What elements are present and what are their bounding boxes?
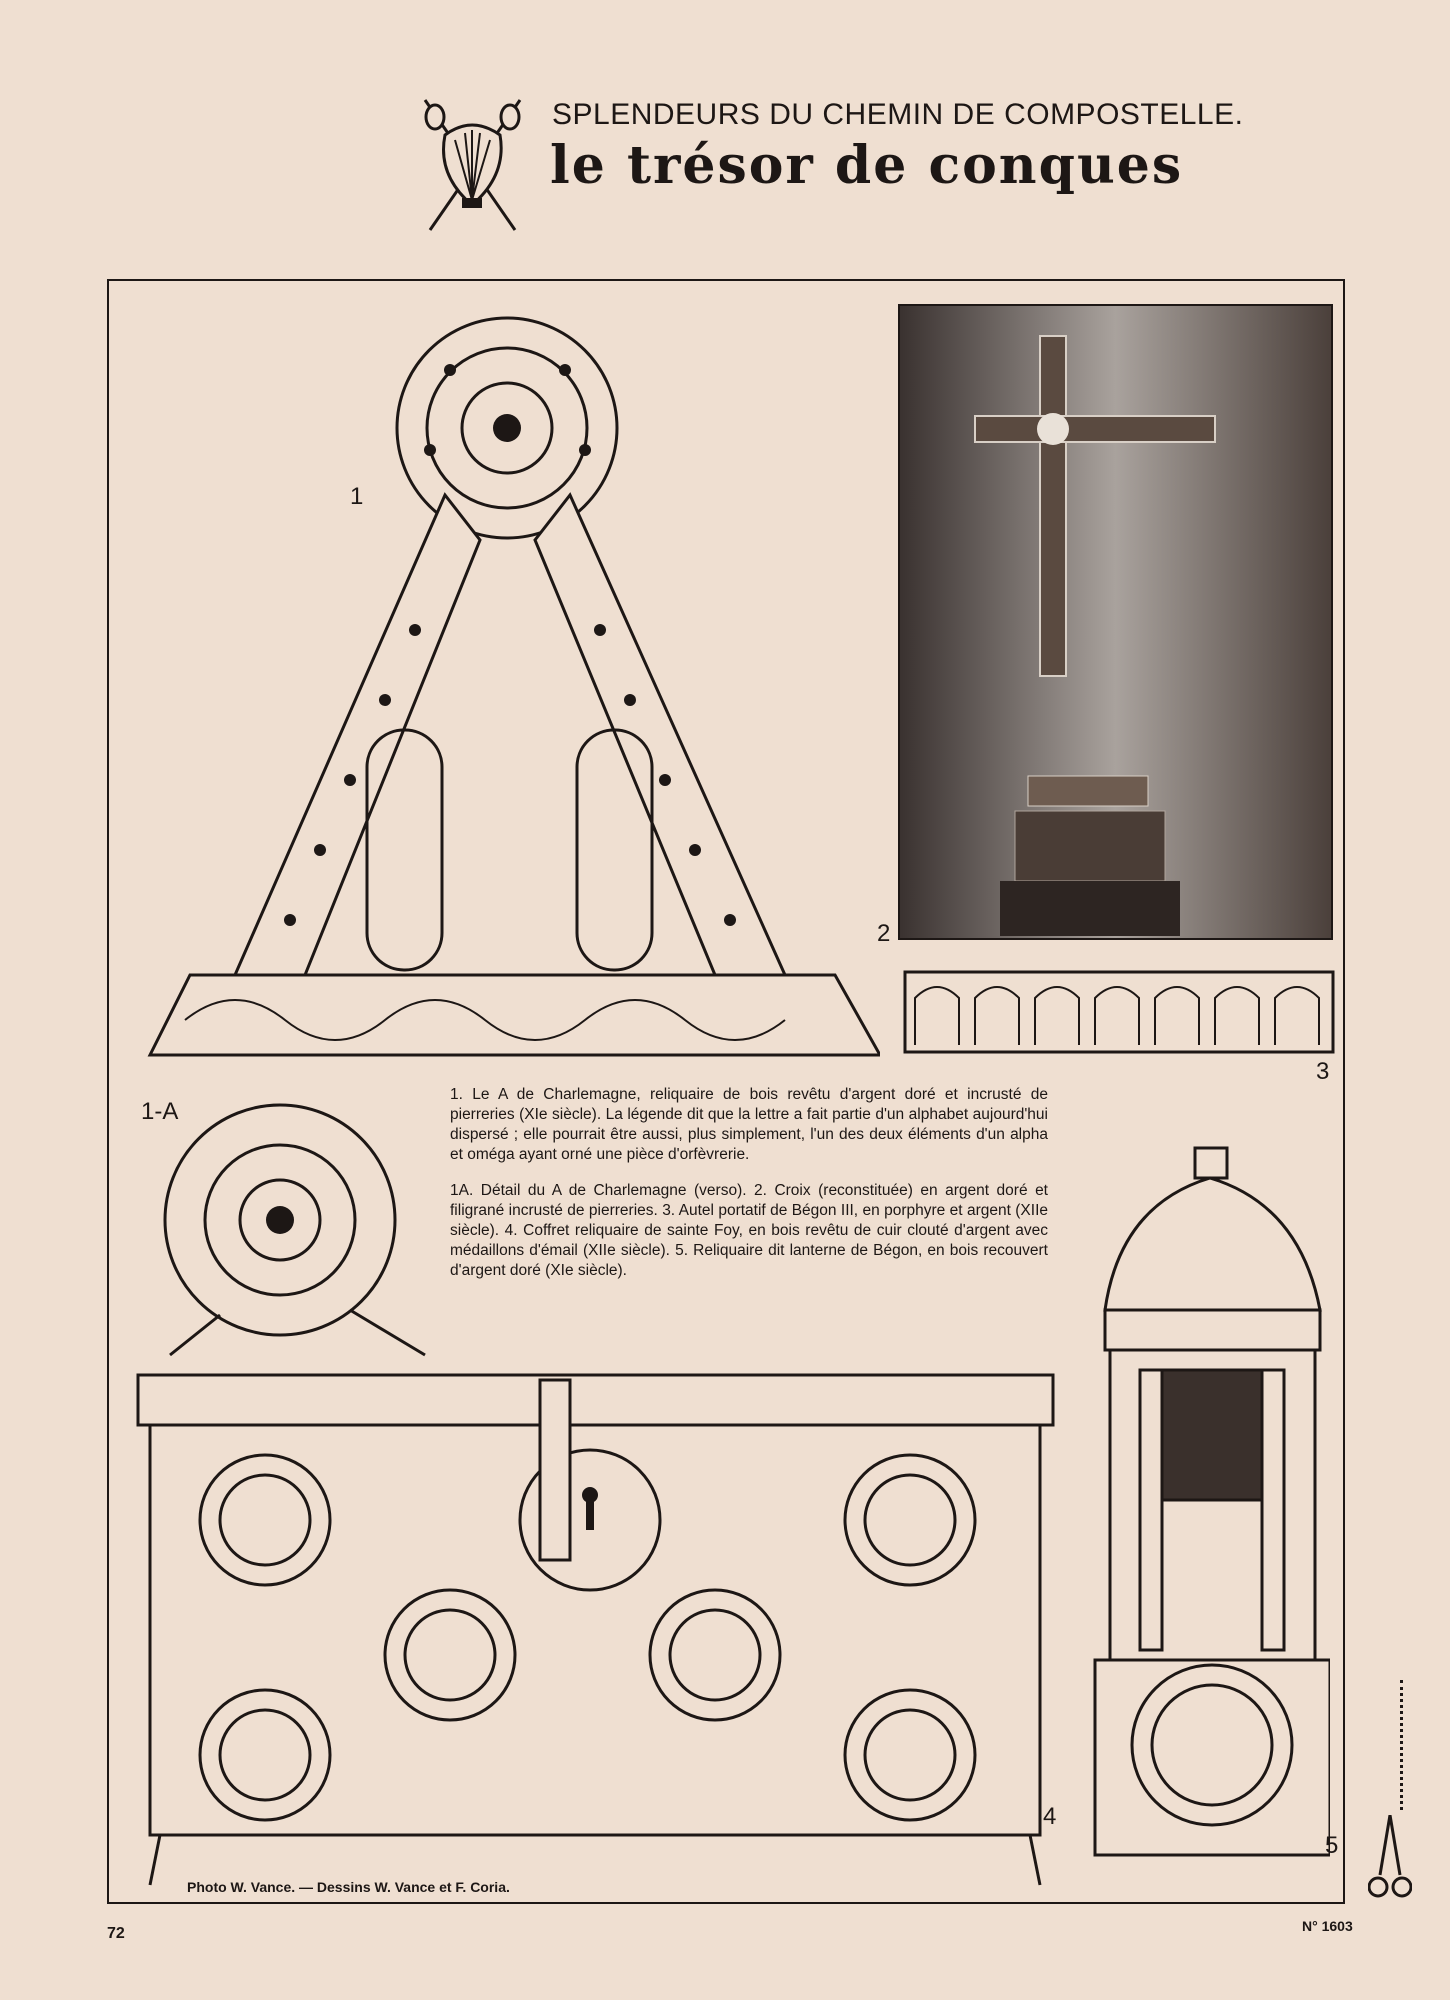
figure-1-label: 1 — [350, 483, 364, 510]
reliquary-chest-drawing — [135, 1370, 1055, 1890]
supertitle: SPLENDEURS DU CHEMIN DE COMPOSTELLE. — [552, 98, 1244, 131]
caption-paragraph-1: 1. Le A de Charlemagne, reliquaire de bois revêtu d'argent doré et incrusté de pierreries (XIe siècle). La légende dit que la lettre a fait partie d'un alphabet aujourd'hui dispersé ; elle pourrait être aussi, plus simplement, l'un des deux éléments d'un alpha et oméga ayant orné une pièce d'orfèvrerie. — [450, 1086, 1048, 1163]
reliquary-a-verso-drawing — [160, 1100, 430, 1360]
figure-4-label: 4 — [1043, 1803, 1057, 1830]
lantern-reliquary-drawing — [1090, 1145, 1330, 1860]
figure-2-label: 2 — [877, 920, 891, 947]
cross-image — [900, 306, 1331, 938]
figure-1a-label: 1-A — [141, 1098, 179, 1125]
caption-paragraph-2: 1A. Détail du A de Charlemagne (verso). 2. Croix (reconstituée) en argent doré et filigrané incrusté de pierreries. 3. Autel portatif de Bégon III, en porphyre et argent (XIIe siècle). 4. Coffret reliquaire de sainte Foy, en bois revêtu de cuir clouté d'argent avec médaillons d'émail (XIIe siècle). 5. Reliquaire dit lanterne de Bégon, en bois recouvert d'argent doré (XIe siècle). — [450, 1182, 1048, 1279]
page-number: 72 — [107, 1925, 125, 1942]
caption-block — [450, 1085, 1048, 1297]
page-title: le trésor de conques — [550, 135, 1184, 196]
cut-line — [1400, 1680, 1407, 1810]
scissors-icon — [1368, 1815, 1412, 1905]
cross-photo — [898, 304, 1333, 940]
reliquary-a-drawing — [145, 310, 880, 1060]
issue-number: N° 1603 — [1302, 1918, 1353, 1934]
portable-altar-drawing — [903, 970, 1335, 1054]
photo-credits: Photo W. Vance. — Dessins W. Vance et F. Coria. — [187, 1879, 510, 1895]
figure-5-label: 5 — [1325, 1832, 1339, 1859]
scallop-shell-with-staves-icon — [415, 95, 530, 235]
figure-3-label: 3 — [1316, 1058, 1330, 1085]
